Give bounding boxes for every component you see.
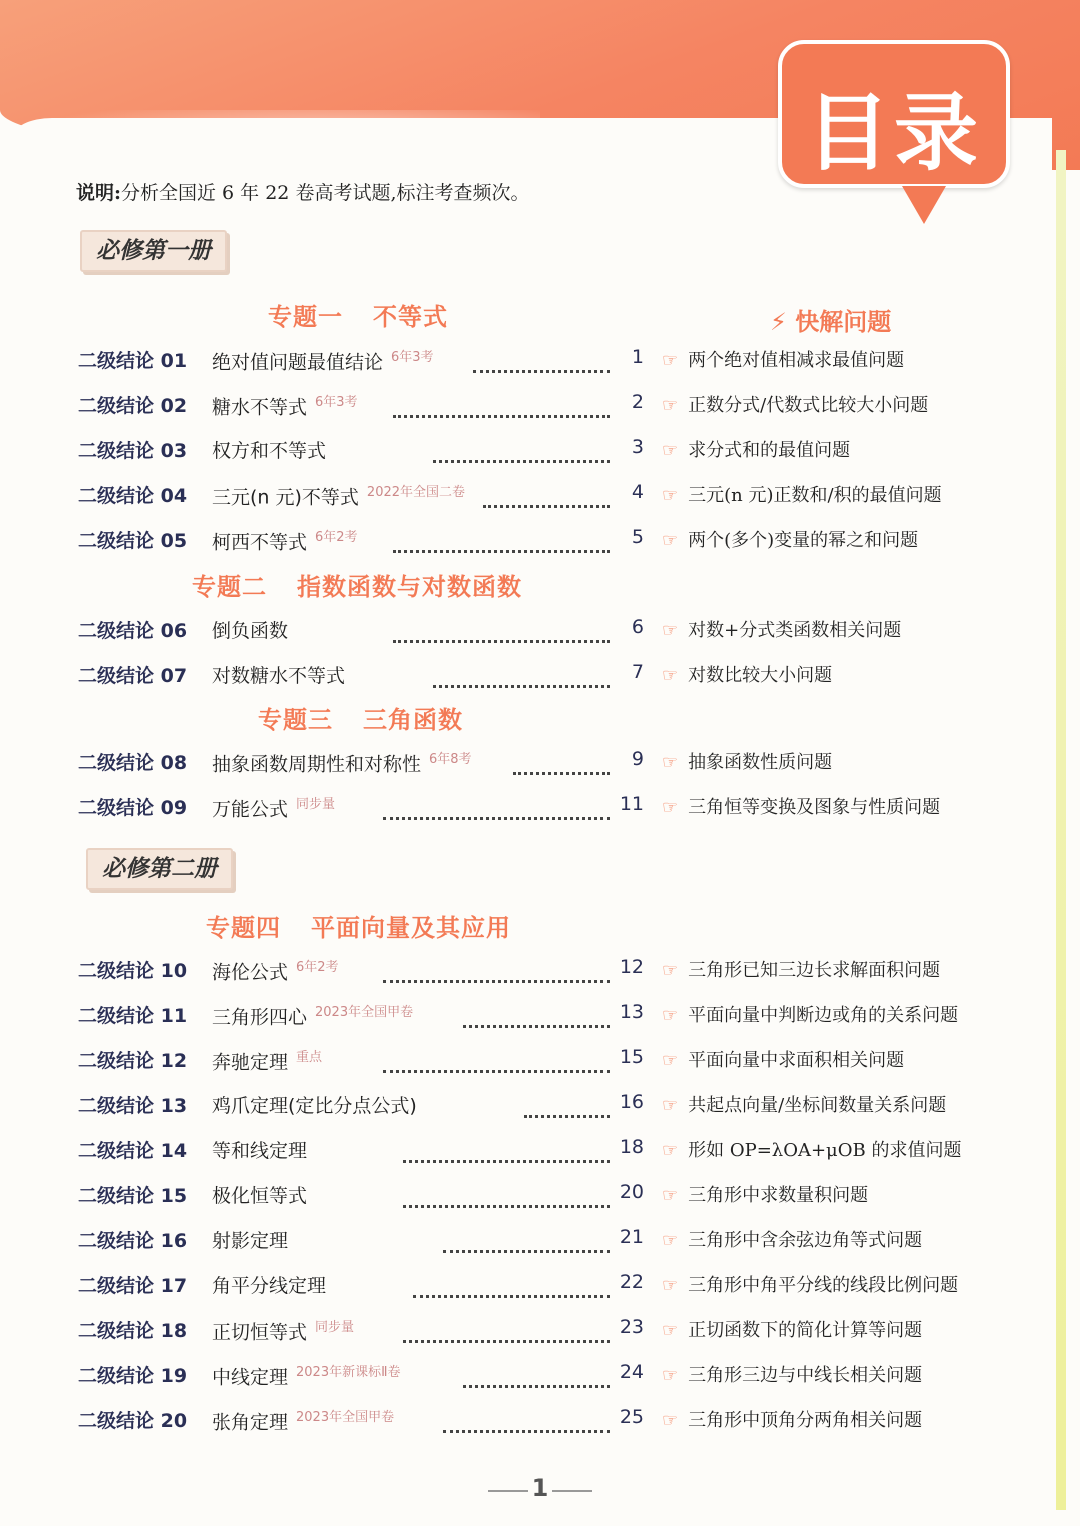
toc-row[interactable] — [78, 995, 998, 1035]
quick-solve-item — [662, 481, 942, 507]
leader-dots — [524, 1093, 610, 1118]
page-ref: 12 — [619, 956, 644, 978]
quick-solve-text: 三角形中含余弦边角等式问题 — [688, 1230, 923, 1251]
quick-solve-item — [662, 748, 832, 774]
conclusion-title: 权方和不等式 — [212, 440, 327, 462]
conclusion-code: 二级结论 18 — [78, 1320, 188, 1342]
quick-solve-item — [662, 661, 832, 687]
pointing-hand-icon: ☞ — [662, 620, 679, 641]
pointing-hand-icon: ☞ — [662, 1365, 679, 1386]
leader-dots — [383, 958, 610, 983]
conclusion-title: 极化恒等式 — [212, 1185, 308, 1207]
exam-frequency-tag: 同步量 — [296, 797, 336, 812]
leader-dots — [513, 750, 610, 775]
quick-solve-heading — [770, 302, 891, 337]
conclusion-title: 绝对值问题最值结论 — [212, 351, 384, 374]
quick-solve-item — [662, 1226, 922, 1252]
conclusion-title: 鸡爪定理(定比分点公式) — [212, 1095, 417, 1117]
page-ref: 23 — [619, 1316, 644, 1338]
volume-1-heading: 必修第一册 — [80, 230, 227, 272]
note-label: 说明: — [76, 182, 122, 204]
quick-solve-title: 快解问题 — [795, 308, 892, 336]
toc-row[interactable] — [78, 430, 998, 470]
topic-4-heading — [206, 908, 511, 943]
conclusion-title: 等和线定理 — [212, 1140, 308, 1162]
conclusion-name — [212, 1226, 296, 1253]
quick-solve-text: 三角形中角平分线的线段比例问题 — [688, 1275, 959, 1296]
toc-row[interactable] — [78, 1040, 998, 1080]
conclusion-name — [212, 1316, 354, 1344]
toc-row[interactable] — [78, 1220, 998, 1260]
conclusion-code: 二级结论 02 — [78, 395, 188, 417]
conclusion-code: 二级结论 10 — [78, 960, 188, 982]
toc-row[interactable] — [78, 1265, 998, 1305]
page-ref: 13 — [619, 1001, 644, 1023]
exam-frequency-tag: 6年2考 — [296, 960, 339, 975]
page-ref: 20 — [619, 1181, 644, 1203]
page-ref: 7 — [631, 661, 644, 683]
conclusion-name — [212, 346, 434, 374]
toc-row[interactable] — [78, 520, 998, 560]
page-ref: 16 — [619, 1091, 644, 1113]
toc-row[interactable] — [78, 1130, 998, 1170]
leader-dots — [383, 1048, 610, 1073]
toc-badge — [778, 40, 1010, 188]
conclusion-name — [212, 793, 335, 821]
quick-solve-text: 对数比较大小问题 — [688, 665, 833, 686]
pointing-hand-icon: ☞ — [662, 350, 679, 371]
exam-frequency-tag: 重点 — [296, 1050, 323, 1065]
pointing-hand-icon: ☞ — [662, 797, 679, 818]
pointing-hand-icon: ☞ — [662, 665, 679, 686]
conclusion-title: 柯西不等式 — [212, 531, 308, 554]
conclusion-title: 对数糖水不等式 — [212, 665, 346, 687]
quick-solve-item — [662, 956, 940, 982]
conclusion-code: 二级结论 17 — [78, 1275, 188, 1297]
quick-solve-text: 三角形中顶角分两角相关问题 — [688, 1410, 923, 1431]
quick-solve-item — [662, 1406, 922, 1432]
page-ref: 22 — [619, 1271, 644, 1293]
exam-frequency-tag: 2023年全国甲卷 — [315, 1005, 414, 1020]
leader-dots — [393, 393, 610, 418]
toc-row[interactable] — [78, 1085, 998, 1125]
leader-dots — [403, 1138, 610, 1163]
topic-title: 不等式 — [373, 303, 448, 331]
pointing-hand-icon: ☞ — [662, 1050, 679, 1071]
conclusion-name — [212, 1001, 413, 1029]
leader-dots — [433, 438, 610, 463]
page-ref: 25 — [619, 1406, 644, 1428]
toc-row[interactable] — [78, 950, 998, 990]
quick-solve-item — [662, 436, 850, 462]
page-ref: 6 — [631, 616, 644, 638]
quick-solve-text: 三角恒等变换及图象与性质问题 — [688, 797, 941, 818]
pointing-hand-icon: ☞ — [662, 1410, 679, 1431]
exam-frequency-tag: 2023年全国甲卷 — [296, 1410, 395, 1425]
quick-solve-text: 平面向量中判断边或角的关系问题 — [688, 1005, 959, 1026]
conclusion-name — [212, 1271, 334, 1298]
conclusion-name — [212, 1046, 322, 1074]
toc-row[interactable] — [78, 1175, 998, 1215]
leader-dots — [433, 663, 610, 688]
toc-row[interactable] — [78, 1310, 998, 1350]
topic-title: 三角函数 — [363, 706, 463, 734]
toc-row[interactable] — [78, 655, 998, 695]
pointing-hand-icon: ☞ — [662, 440, 679, 461]
page-ref: 15 — [619, 1046, 644, 1068]
leader-dots — [403, 1183, 610, 1208]
conclusion-name — [212, 661, 353, 688]
conclusion-name — [212, 391, 358, 419]
page-edge-strip — [1056, 150, 1066, 1510]
leader-dots — [393, 528, 610, 553]
exam-frequency-tag: 2022年全国二卷 — [366, 485, 466, 500]
quick-solve-item — [662, 1181, 868, 1207]
page-ref: 4 — [631, 481, 644, 503]
conclusion-title: 正切恒等式 — [212, 1321, 308, 1344]
quick-solve-item — [662, 793, 940, 819]
quick-solve-item — [662, 1091, 946, 1117]
pointing-hand-icon: ☞ — [662, 395, 679, 416]
conclusion-code: 二级结论 13 — [78, 1095, 188, 1117]
conclusion-name — [212, 436, 334, 463]
conclusion-title: 倒负函数 — [212, 620, 289, 642]
conclusion-code: 二级结论 12 — [78, 1050, 188, 1072]
conclusion-code: 二级结论 09 — [78, 797, 188, 819]
conclusion-name — [212, 1136, 315, 1163]
leader-dots — [393, 618, 610, 643]
page-ref: 2 — [631, 391, 644, 413]
conclusion-name — [212, 616, 296, 643]
conclusion-code: 二级结论 05 — [78, 530, 188, 552]
conclusion-name — [212, 1361, 401, 1389]
quick-solve-text: 正数分式/代数式比较大小问题 — [688, 395, 929, 416]
conclusion-title: 射影定理 — [212, 1230, 289, 1252]
exam-frequency-tag: 6年8考 — [429, 752, 472, 767]
exam-frequency-tag: 2023年新课标Ⅱ卷 — [296, 1365, 401, 1380]
conclusion-name — [212, 1091, 425, 1118]
exam-frequency-tag: 6年3考 — [391, 350, 434, 365]
pointing-hand-icon: ☞ — [662, 530, 679, 551]
page-ref: 24 — [619, 1361, 644, 1383]
page-ref: 9 — [631, 748, 644, 770]
pointing-hand-icon: ☞ — [662, 1095, 679, 1116]
page-ref: 1 — [631, 346, 644, 368]
conclusion-name — [212, 748, 472, 776]
quick-solve-text: 两个(多个)变量的幂之和问题 — [688, 530, 919, 551]
toc-row[interactable] — [78, 610, 998, 650]
conclusion-name — [212, 1406, 394, 1434]
quick-solve-text: 正切函数下的简化计算等问题 — [688, 1320, 923, 1341]
toc-row[interactable] — [78, 385, 998, 425]
conclusion-title: 张角定理 — [212, 1411, 289, 1434]
conclusion-code: 二级结论 19 — [78, 1365, 188, 1387]
conclusion-title: 三元(n 元)不等式 — [212, 486, 359, 509]
leader-dots — [383, 795, 610, 820]
quick-solve-text: 求分式和的最值问题 — [688, 440, 851, 461]
toc-row[interactable] — [78, 742, 998, 782]
leader-dots — [413, 1273, 610, 1298]
pointing-hand-icon: ☞ — [662, 485, 679, 506]
conclusion-title: 奔驰定理 — [212, 1051, 289, 1074]
conclusion-code: 二级结论 07 — [78, 665, 188, 687]
page-ref: 5 — [631, 526, 644, 548]
toc-title: 目录 — [805, 84, 982, 182]
conclusion-code: 二级结论 16 — [78, 1230, 188, 1252]
leader-dots — [403, 1318, 610, 1343]
toc-row[interactable] — [78, 475, 998, 515]
pointing-hand-icon: ☞ — [662, 752, 679, 773]
conclusion-title: 角平分线定理 — [212, 1275, 327, 1297]
conclusion-title: 抽象函数周期性和对称性 — [212, 753, 422, 776]
quick-solve-item — [662, 391, 928, 417]
toc-row[interactable] — [78, 787, 998, 827]
leader-dots — [463, 1363, 610, 1388]
quick-solve-item — [662, 1046, 904, 1072]
quick-solve-item — [662, 1001, 958, 1027]
topic-2-heading — [192, 567, 522, 602]
conclusion-name — [212, 1181, 315, 1208]
quick-solve-text: 形如 OP=λOA+μOB 的求值问题 — [688, 1140, 962, 1161]
conclusion-code: 二级结论 14 — [78, 1140, 188, 1162]
page-ref: 11 — [619, 793, 644, 815]
quick-solve-item — [662, 1361, 922, 1387]
quick-solve-text: 对数+分式类函数相关问题 — [688, 620, 902, 641]
topic-title: 平面向量及其应用 — [311, 914, 511, 942]
conclusion-name — [212, 526, 358, 554]
quick-solve-text: 三角形已知三边长求解面积问题 — [688, 960, 941, 981]
topic-3-heading — [258, 700, 463, 735]
conclusion-title: 万能公式 — [212, 798, 289, 821]
lightning-icon: ⚡ — [770, 308, 787, 336]
quick-solve-item — [662, 616, 901, 642]
pointing-hand-icon: ☞ — [662, 1320, 679, 1341]
toc-row[interactable] — [78, 340, 998, 380]
conclusion-code: 二级结论 06 — [78, 620, 188, 642]
leader-dots — [443, 1228, 610, 1253]
conclusion-name — [212, 956, 339, 984]
conclusion-title: 中线定理 — [212, 1366, 289, 1389]
quick-solve-text: 平面向量中求面积相关问题 — [688, 1050, 905, 1071]
page-ref: 3 — [631, 436, 644, 458]
note-text: 分析全国近 6 年 22 卷高考试题,标注考查频次。 — [121, 182, 530, 204]
page-ref: 18 — [619, 1136, 644, 1158]
conclusion-code: 二级结论 20 — [78, 1410, 188, 1432]
conclusion-title: 糖水不等式 — [212, 396, 308, 419]
quick-solve-text: 抽象函数性质问题 — [688, 752, 833, 773]
page-ref: 21 — [619, 1226, 644, 1248]
pointing-hand-icon: ☞ — [662, 1140, 679, 1161]
quick-solve-item — [662, 526, 918, 552]
conclusion-code: 二级结论 04 — [78, 485, 188, 507]
toc-row[interactable] — [78, 1400, 998, 1440]
quick-solve-item — [662, 1136, 961, 1162]
conclusion-name — [212, 481, 465, 509]
leader-dots — [473, 348, 610, 373]
quick-solve-text: 三角形三边与中线长相关问题 — [688, 1365, 923, 1386]
conclusion-code: 二级结论 11 — [78, 1005, 188, 1027]
quick-solve-text: 三角形中求数量积问题 — [688, 1185, 869, 1206]
topic-number: 专题一 — [268, 303, 343, 331]
exam-frequency-tag: 6年3考 — [315, 395, 358, 410]
pointing-hand-icon: ☞ — [662, 960, 679, 981]
conclusion-code: 二级结论 15 — [78, 1185, 188, 1207]
quick-solve-item — [662, 1316, 922, 1342]
conclusion-code: 二级结论 01 — [78, 350, 188, 372]
volume-2-heading: 必修第二册 — [86, 848, 233, 890]
quick-solve-text: 三元(n 元)正数和/积的最值问题 — [688, 485, 942, 506]
quick-solve-text: 两个绝对值相减求最值问题 — [688, 350, 905, 371]
pointing-hand-icon: ☞ — [662, 1275, 679, 1296]
quick-solve-item — [662, 346, 904, 372]
pointing-hand-icon: ☞ — [662, 1230, 679, 1251]
topic-number: 专题三 — [258, 706, 333, 734]
quick-solve-item — [662, 1271, 958, 1297]
topic-number: 专题二 — [192, 573, 267, 601]
exam-frequency-tag: 同步量 — [315, 1320, 355, 1335]
topic-title: 指数函数与对数函数 — [297, 573, 522, 601]
pointing-hand-icon: ☞ — [662, 1005, 679, 1026]
footer-rule-right — [552, 1490, 592, 1492]
page-number: 1 — [531, 1474, 549, 1502]
leader-dots — [483, 483, 610, 508]
quick-solve-text: 共起点向量/坐标间数量关系问题 — [688, 1095, 947, 1116]
conclusion-code: 二级结论 08 — [78, 752, 188, 774]
toc-row[interactable] — [78, 1355, 998, 1395]
conclusion-title: 三角形四心 — [212, 1006, 308, 1029]
topic-1-heading — [268, 297, 448, 332]
conclusion-code: 二级结论 03 — [78, 440, 188, 462]
intro-note — [76, 178, 529, 205]
exam-frequency-tag: 6年2考 — [315, 530, 358, 545]
leader-dots — [443, 1408, 610, 1433]
topic-number: 专题四 — [206, 914, 281, 942]
leader-dots — [463, 1003, 610, 1028]
conclusion-title: 海伦公式 — [212, 961, 289, 984]
pointing-hand-icon: ☞ — [662, 1185, 679, 1206]
